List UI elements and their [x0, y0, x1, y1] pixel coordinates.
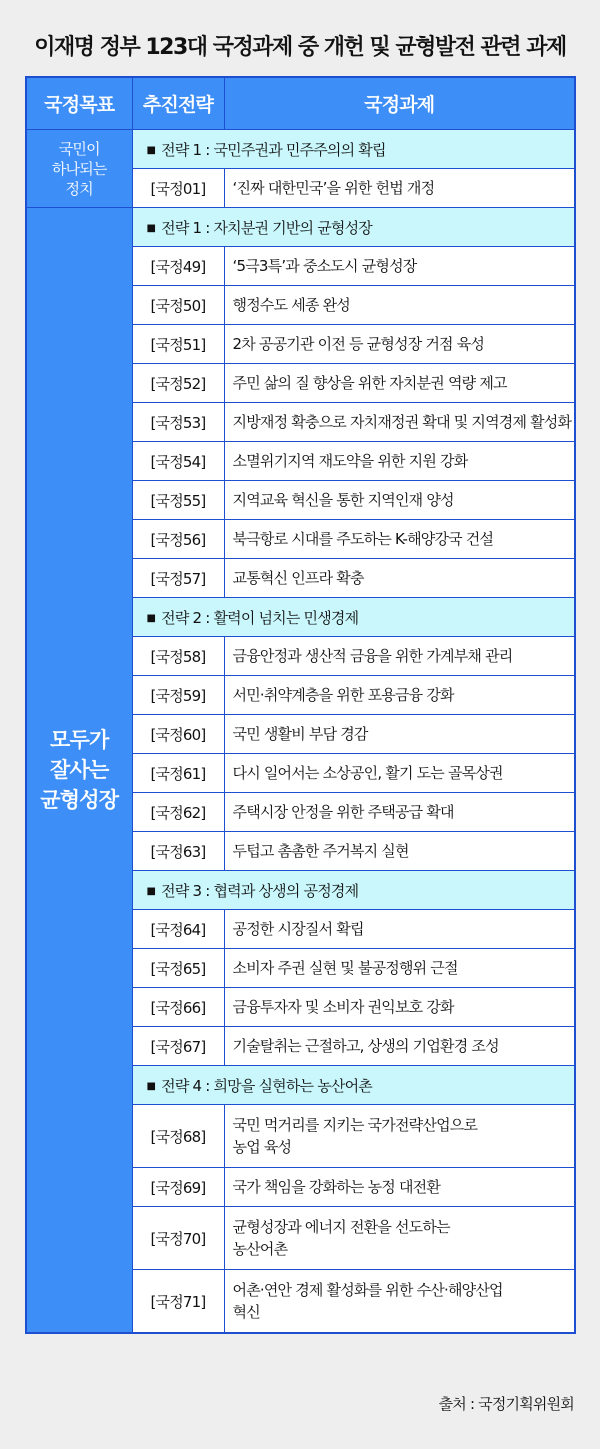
- task-text: 소멸위기지역 재도약을 위한 지원 강화: [224, 442, 575, 481]
- task-text: 주민 삶의 질 향상을 위한 자치분권 역량 제고: [224, 364, 575, 403]
- task-text: 행정수도 세종 완성: [224, 286, 575, 325]
- task-text: 금융안정과 생산적 금융을 위한 가계부채 관리: [224, 637, 575, 676]
- task-code: [국정63]: [132, 832, 224, 871]
- strategy-cell: [132, 208, 575, 247]
- task-code: [국정56]: [132, 520, 224, 559]
- page-title: 이재명 정부 123대 국정과제 중 개헌 및 균형발전 관련 과제: [34, 35, 566, 60]
- square-bullet-icon: ■: [146, 222, 156, 234]
- task-text: 두텁고 촘촘한 주거복지 실현: [224, 832, 575, 871]
- goal-label-line: 균형성장: [40, 788, 119, 812]
- header-task: 국정과제: [224, 77, 575, 130]
- task-text: [224, 1207, 575, 1270]
- task-text: ‘5극3특’과 중소도시 균형성장: [224, 247, 575, 286]
- task-code: [국정57]: [132, 559, 224, 598]
- task-text-line: 혁신: [232, 1303, 260, 1321]
- task-text: 2차 공공기관 이전 등 균형성장 거점 육성: [224, 325, 575, 364]
- task-code: [국정51]: [132, 325, 224, 364]
- task-code: [국정64]: [132, 910, 224, 949]
- task-code: [국정69]: [132, 1168, 224, 1207]
- task-code: [국정70]: [132, 1207, 224, 1270]
- task-code: [국정65]: [132, 949, 224, 988]
- task-text-line: 농업 육성: [232, 1138, 292, 1156]
- task-text: 주택시장 안정을 위한 주택공급 확대: [224, 793, 575, 832]
- task-code: [국정49]: [132, 247, 224, 286]
- task-code: [국정53]: [132, 403, 224, 442]
- task-code: [국정59]: [132, 676, 224, 715]
- header-goal: 국정목표: [26, 77, 132, 130]
- task-text: 소비자 주권 실현 및 불공정행위 근절: [224, 949, 575, 988]
- task-text-line: 어촌·연안 경제 활성화를 위한 수산·해양산업: [232, 1281, 503, 1299]
- table-header-row: [26, 77, 575, 130]
- task-text: 국민 생활비 부담 경감: [224, 715, 575, 754]
- goal-cell: [26, 130, 132, 208]
- strategy-cell: [132, 130, 575, 169]
- task-code: [국정67]: [132, 1027, 224, 1066]
- task-text: 금융투자자 및 소비자 권익보호 강화: [224, 988, 575, 1027]
- task-code: [국정71]: [132, 1270, 224, 1334]
- header-strategy: 추진전략: [132, 77, 224, 130]
- task-text: 지방재정 확충으로 자치재정권 확대 및 지역경제 활성화: [224, 403, 575, 442]
- goal-label-line: 정치: [65, 179, 93, 198]
- source-credit: 출처 : 국정기획위원회: [438, 1395, 574, 1413]
- task-code: [국정52]: [132, 364, 224, 403]
- strategy-cell: [132, 871, 575, 910]
- task-text-line: 균형성장과 에너지 전환을 선도하는: [232, 1218, 450, 1236]
- task-code: [국정01]: [132, 169, 224, 208]
- strategy-label: 전략 4 : 희망을 실현하는 농산어촌: [161, 1076, 372, 1095]
- task-text: 교통혁신 인프라 확충: [224, 559, 575, 598]
- table-body: [26, 130, 575, 1334]
- goal-label-line: 국민이: [58, 139, 100, 158]
- task-code: [국정54]: [132, 442, 224, 481]
- task-text-line: 농산어촌: [232, 1240, 288, 1258]
- square-bullet-icon: ■: [146, 144, 156, 156]
- task-text: 서민·취약계층을 위한 포용금융 강화: [224, 676, 575, 715]
- strategy-row: [26, 208, 575, 247]
- goal-cell: [26, 208, 132, 1334]
- task-text-line: 국민 먹거리를 지키는 국가전략산업으로: [232, 1116, 478, 1134]
- task-text: ‘진짜 대한민국’을 위한 헌법 개정: [224, 169, 575, 208]
- task-code: [국정68]: [132, 1105, 224, 1168]
- strategy-label: 전략 2 : 활력이 넘치는 민생경제: [161, 608, 359, 627]
- square-bullet-icon: ■: [146, 1080, 156, 1092]
- strategy-label: 전략 3 : 협력과 상생의 공정경제: [161, 881, 359, 900]
- task-code: [국정55]: [132, 481, 224, 520]
- goal-label-line: 모두가: [50, 728, 109, 752]
- task-text: 북극항로 시대를 주도하는 K-해양강국 건설: [224, 520, 575, 559]
- task-code: [국정60]: [132, 715, 224, 754]
- strategy-label: 전략 1 : 자치분권 기반의 균형성장: [161, 218, 372, 237]
- square-bullet-icon: ■: [146, 885, 156, 897]
- square-bullet-icon: ■: [146, 612, 156, 624]
- task-code: [국정61]: [132, 754, 224, 793]
- task-text: 지역교육 혁신을 통한 지역인재 양성: [224, 481, 575, 520]
- task-text: 공정한 시장질서 확립: [224, 910, 575, 949]
- task-code: [국정50]: [132, 286, 224, 325]
- policy-table: [25, 76, 576, 1334]
- task-text: 기술탈취는 근절하고, 상생의 기업환경 조성: [224, 1027, 575, 1066]
- strategy-cell: [132, 1066, 575, 1105]
- strategy-row: [26, 130, 575, 169]
- strategy-label: 전략 1 : 국민주권과 민주주의의 확립: [161, 140, 386, 159]
- goal-label-line: 하나되는: [51, 159, 107, 178]
- task-text: [224, 1270, 575, 1334]
- task-text: [224, 1105, 575, 1168]
- goal-label-line: 잘사는: [50, 758, 109, 782]
- task-code: [국정62]: [132, 793, 224, 832]
- task-code: [국정66]: [132, 988, 224, 1027]
- task-code: [국정58]: [132, 637, 224, 676]
- task-text: 다시 일어서는 소상공인, 활기 도는 골목상권: [224, 754, 575, 793]
- task-text: 국가 책임을 강화하는 농정 대전환: [224, 1168, 575, 1207]
- strategy-cell: [132, 598, 575, 637]
